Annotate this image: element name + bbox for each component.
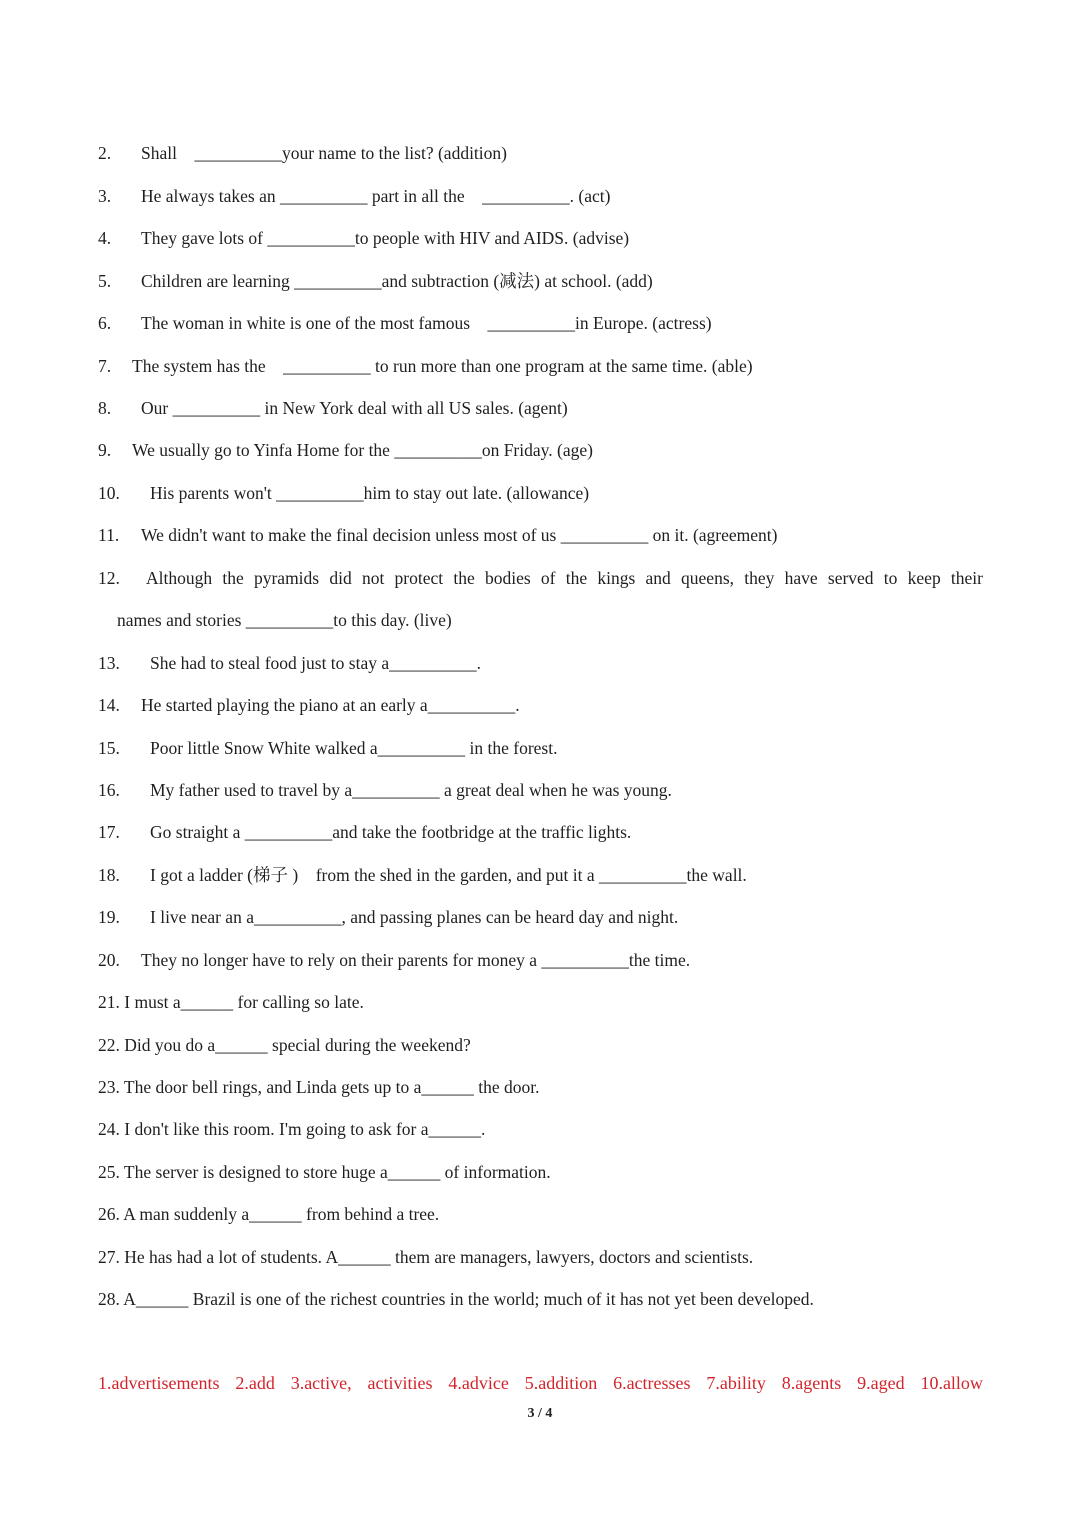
question-text: I got a ladder (梯子 ) from the shed in the garden, and put it a __________the wall. [150,865,747,885]
question-text: I live near an a__________, and passing planes can be heard day and night. [150,907,679,927]
question-number: 16. [98,780,120,800]
question-text: We didn't want to make the final decision unless most of us __________ on it. (agreement) [141,525,778,545]
question-number: 19. [98,907,120,927]
question-text: He always takes an __________ part in all the __________. (act) [141,186,611,206]
question-19 [98,906,678,928]
question-number: 3. [98,186,112,206]
question-text: 26. A man suddenly a______ from behind a tree. [98,1204,440,1224]
answer-item: 8.agents [781,1373,842,1393]
answer-item: 3.active, [290,1373,352,1393]
answer-item: 9.aged [857,1373,905,1393]
answer-item: 7.ability [706,1373,766,1393]
question-number: 12. [98,568,120,588]
question-number: 18. [98,865,120,885]
answer-item: 4.advice [448,1373,509,1393]
question-number: 4. [98,228,112,248]
answer-item: activities [367,1373,433,1393]
question-7 [98,355,753,377]
question-3 [98,185,610,207]
question-2 [98,142,507,164]
question-number: 8. [98,398,112,418]
question-number: 20. [98,950,120,970]
question-number: 15. [98,738,120,758]
question-22 [98,1034,471,1056]
question-6 [98,312,712,334]
answer-item: 1.advertisements [98,1373,220,1393]
question-9 [98,439,593,461]
question-12-continued [117,609,452,631]
question-text: 27. He has had a lot of students. A______ them are managers, lawyers, doctors and scientists. [98,1247,754,1267]
question-number: 10. [98,483,120,503]
question-text: We usually go to Yinfa Home for the __________on Friday. (age) [132,440,593,460]
question-text: The system has the __________ to run more than one program at the same time. (able) [132,356,753,376]
question-text: 21. I must a______ for calling so late. [98,992,364,1012]
question-text: 23. The door bell rings, and Linda gets up to a______ the door. [98,1077,540,1097]
question-text: Poor little Snow White walked a__________ in the forest. [150,738,558,758]
question-20 [98,949,690,971]
question-26 [98,1203,439,1225]
question-15 [98,737,557,759]
question-24 [98,1118,485,1140]
question-27 [98,1246,753,1268]
question-28 [98,1288,814,1310]
question-text: My father used to travel by a__________ a great deal when he was young. [150,780,672,800]
question-text: They no longer have to rely on their parents for money a __________the time. [141,950,691,970]
question-18 [98,864,747,886]
question-text: Although the pyramids did not protect the bodies of the kings and queens, they have served to keep their [146,568,983,588]
page-number: 3 / 4 [527,1406,553,1421]
answer-item: 5.addition [524,1373,598,1393]
question-number: 11. [98,525,120,545]
question-number: 7. [98,356,112,376]
question-10 [98,482,589,504]
question-number: 9. [98,440,112,460]
question-16 [98,779,672,801]
question-14 [98,694,520,716]
question-number: 17. [98,822,120,842]
question-13 [98,652,481,674]
question-text: 24. I don't like this room. I'm going to ask for a______. [98,1119,486,1139]
question-text: He started playing the piano at an early a__________. [141,695,520,715]
question-number: 13. [98,653,120,673]
question-12 [98,567,983,589]
question-21 [98,991,364,1013]
answer-item: 6.actresses [613,1373,691,1393]
question-17 [98,821,631,843]
question-number: 5. [98,271,112,291]
question-text: His parents won't __________him to stay out late. (allowance) [150,483,590,503]
question-11 [98,524,777,546]
question-4 [98,227,629,249]
question-number: 6. [98,313,112,333]
question-23 [98,1076,539,1098]
answer-key [98,1373,983,1394]
question-text: Children are learning __________and subtraction (减法) at school. (add) [141,271,653,291]
question-8 [98,397,568,419]
question-text: names and stories __________to this day. (live) [117,610,452,630]
question-text: The woman in white is one of the most famous __________in Europe. (actress) [141,313,712,333]
question-text: 25. The server is designed to store huge a______ of information. [98,1162,551,1182]
question-5 [98,270,653,292]
answer-item: 2.add [235,1373,275,1393]
question-text: 28. A______ Brazil is one of the richest countries in the world; much of it has not yet been developed. [98,1289,814,1309]
question-text: She had to steal food just to stay a__________. [150,653,482,673]
question-text: 22. Did you do a______ special during the weekend? [98,1035,471,1055]
question-number: 14. [98,695,120,715]
question-text: They gave lots of __________to people with HIV and AIDS. (advise) [141,228,630,248]
question-text: Our __________ in New York deal with all US sales. (agent) [141,398,568,418]
question-text: Shall __________your name to the list? (addition) [141,143,507,163]
question-text: Go straight a __________and take the footbridge at the traffic lights. [150,822,632,842]
question-number: 2. [98,143,112,163]
question-25 [98,1161,551,1183]
answer-item: 10.allow [920,1373,983,1393]
